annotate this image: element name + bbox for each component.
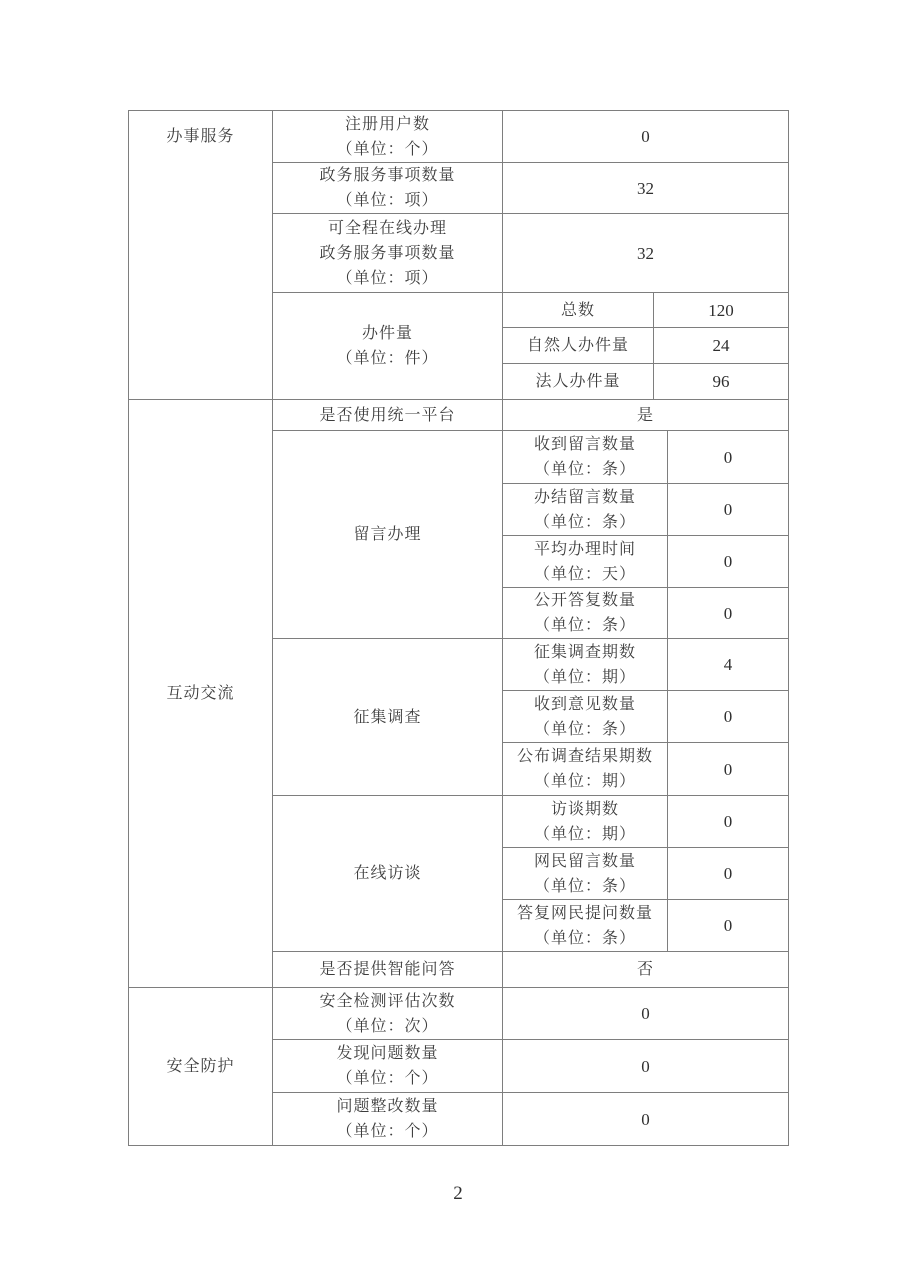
metric-label-text: 发现问题数量 <box>336 1045 439 1062</box>
sub-metric-label-text: 访谈期数 <box>550 800 619 818</box>
sub-metric-unit-text: （单位：条） <box>533 461 636 478</box>
sub-metric-value: 0 <box>668 484 789 536</box>
metric-unit-text: （单位：个） <box>336 1123 439 1140</box>
sub-metric-label-text: 收到意见数量 <box>533 695 636 713</box>
sub-metric-label-text: 征集调查期数 <box>533 643 636 661</box>
sub-metric-label-text: 网民留言数量 <box>533 852 636 870</box>
sub-metric-label: 自然人办件量 <box>503 328 654 364</box>
metric-value: 是 <box>503 400 789 431</box>
sub-metric-value: 120 <box>654 293 789 328</box>
metric-value: 0 <box>503 1040 789 1093</box>
sub-metric-value: 0 <box>668 588 789 639</box>
sub-metric-label <box>503 431 668 484</box>
sub-metric-label <box>503 900 668 952</box>
group-unit-text: （单位：件） <box>336 350 439 367</box>
metric-label-text: 注册用户数 <box>344 115 430 133</box>
sub-metric-value: 0 <box>668 900 789 952</box>
group-label-text: 办件量 <box>361 325 413 342</box>
sub-metric-unit-text: （单位：天） <box>533 565 636 583</box>
metric-unit-text: （单位：项） <box>336 192 439 209</box>
metric-value: 0 <box>503 111 789 163</box>
metric-label <box>273 1040 503 1093</box>
sub-metric-value: 96 <box>654 364 789 400</box>
sub-metric-value: 0 <box>668 431 789 484</box>
metric-label <box>273 1093 503 1146</box>
metric-label-text: 问题整改数量 <box>336 1098 439 1115</box>
metric-value: 32 <box>503 214 789 293</box>
sub-metric-unit-text: （单位：期） <box>533 668 636 686</box>
metric-unit-text: （单位：次） <box>336 1017 439 1035</box>
sub-metric-unit-text: （单位：条） <box>533 720 636 738</box>
metric-value: 0 <box>503 988 789 1040</box>
sub-metric-unit-text: （单位：条） <box>533 513 636 531</box>
group-label-cell <box>273 293 503 400</box>
page-number: 2 <box>453 1183 463 1204</box>
metric-label: 是否提供智能问答 <box>273 952 503 988</box>
sub-metric-label-text: 答复网民提问数量 <box>516 904 653 922</box>
sub-metric-label <box>503 848 668 900</box>
metric-label: 是否使用统一平台 <box>273 400 503 431</box>
sub-metric-label <box>503 691 668 743</box>
sub-metric-label-text: 平均办理时间 <box>533 540 636 558</box>
sub-metric-value: 0 <box>668 743 789 796</box>
sub-metric-label-text: 收到留言数量 <box>533 436 636 453</box>
metric-value: 否 <box>503 952 789 988</box>
sub-metric-label: 总数 <box>503 293 654 328</box>
sub-metric-label-text: 办结留言数量 <box>533 488 636 506</box>
sub-metric-unit-text: （单位：条） <box>533 617 636 634</box>
sub-metric-label <box>503 484 668 536</box>
metric-label-text-2: 政务服务事项数量 <box>319 244 456 262</box>
report-statistics-table <box>128 110 789 1146</box>
metric-unit-text: （单位：个） <box>336 140 439 158</box>
metric-label <box>273 214 503 293</box>
metric-label-text: 政务服务事项数量 <box>319 167 456 184</box>
metric-label <box>273 111 503 163</box>
group-label-cell: 留言办理 <box>273 431 503 639</box>
metric-value: 0 <box>503 1093 789 1146</box>
sub-metric-unit-text: （单位：期） <box>533 825 636 843</box>
group-label-cell: 征集调查 <box>273 639 503 796</box>
sub-metric-value: 0 <box>668 796 789 848</box>
group-label-cell: 在线访谈 <box>273 796 503 952</box>
category-cell-security: 安全防护 <box>129 988 273 1146</box>
sub-metric-label-text: 公布调查结果期数 <box>516 748 653 765</box>
sub-metric-value: 0 <box>668 691 789 743</box>
sub-metric-unit-text: （单位：期） <box>533 773 636 790</box>
metric-value: 32 <box>503 163 789 214</box>
sub-metric-value: 24 <box>654 328 789 364</box>
sub-metric-label-text: 公开答复数量 <box>533 592 636 609</box>
sub-metric-label <box>503 639 668 691</box>
sub-metric-value: 0 <box>668 848 789 900</box>
sub-metric-unit-text: （单位：条） <box>533 929 636 947</box>
metric-label <box>273 988 503 1040</box>
metric-unit-text: （单位：个） <box>336 1070 439 1087</box>
metric-label <box>273 163 503 214</box>
sub-metric-label <box>503 588 668 639</box>
metric-label-text: 安全检测评估次数 <box>319 992 456 1010</box>
sub-metric-label <box>503 536 668 588</box>
metric-unit-text: （单位：项） <box>336 269 439 287</box>
category-cell-service: 办事服务 <box>129 111 273 400</box>
sub-metric-label: 法人办件量 <box>503 364 654 400</box>
sub-metric-unit-text: （单位：条） <box>533 877 636 895</box>
sub-metric-label <box>503 796 668 848</box>
sub-metric-value: 4 <box>668 639 789 691</box>
sub-metric-label <box>503 743 668 796</box>
sub-metric-value: 0 <box>668 536 789 588</box>
metric-label-text: 可全程在线办理 <box>327 219 447 237</box>
category-cell-interaction: 互动交流 <box>129 400 273 988</box>
